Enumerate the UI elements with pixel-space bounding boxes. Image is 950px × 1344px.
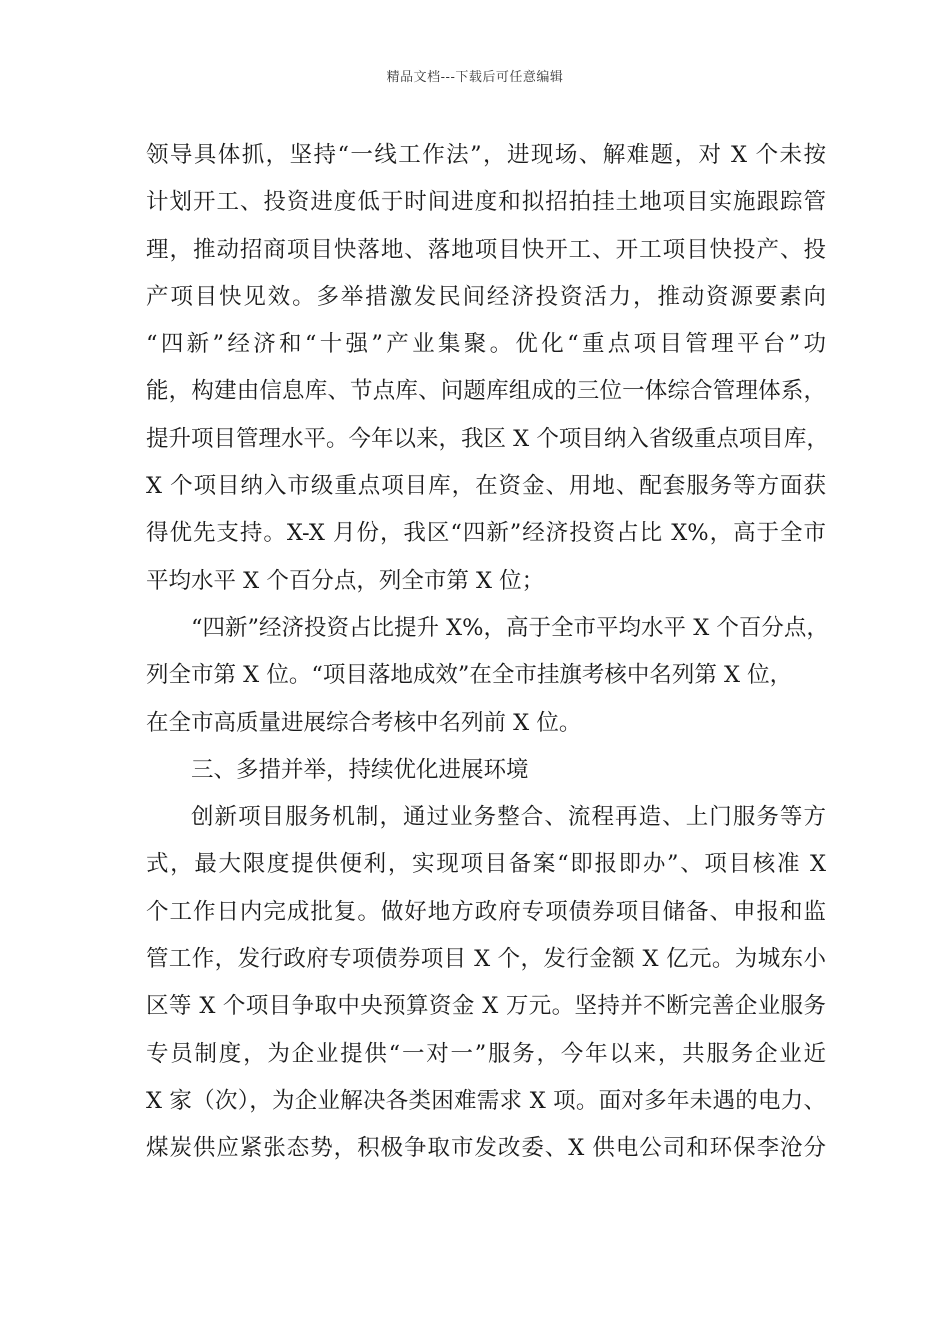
text-line: 煤炭供应紧张态势，积极争取市发改委、X 供电公司和环保李沧分 bbox=[146, 1135, 826, 1162]
text-line: 计划开工、投资进度低于时间进度和拟招拍挂土地项目实施跟踪管 bbox=[146, 189, 826, 216]
text-line: 创新项目服务机制，通过业务整合、流程再造、上门服务等方 bbox=[191, 804, 826, 831]
document-body bbox=[146, 132, 829, 1173]
text-line: 得优先支持。X-X 月份，我区“四新”经济投资占比 X%，高于全市 bbox=[146, 520, 826, 547]
text-line: 三、多措并举，持续优化进展环境 bbox=[191, 756, 529, 783]
text-line: X 个项目纳入市级重点项目库，在资金、用地、配套服务等方面获 bbox=[146, 473, 826, 500]
text-line: 区等 X 个项目争取中央预算资金 X 万元。坚持并不断完善企业服务 bbox=[146, 993, 826, 1020]
text-line: 式，最大限度提供便利，实现项目备案“即报即办”、项目核准 X bbox=[146, 851, 826, 878]
text-line: 专员制度，为企业提供“一对一”服务，今年以来，共服务企业近 bbox=[146, 1040, 826, 1067]
text-line: 管工作，发行政府专项债券项目 X 个，发行金额 X 亿元。为城东小 bbox=[146, 946, 826, 973]
text-line: 能，构建由信息库、节点库、问题库组成的三位一体综合管理体系， bbox=[146, 378, 826, 405]
text-line: 提升项目管理水平。今年以来，我区 X 个项目纳入省级重点项目库， bbox=[146, 425, 829, 452]
text-line: “四新”经济投资占比提升 X%，高于全市平均水平 X 个百分点， bbox=[191, 614, 829, 641]
text-line: 领导具体抓，坚持“一线工作法”，进现场、解难题，对 X 个未按 bbox=[146, 142, 826, 168]
text-line: 产项目快见效。多举措激发民间经济投资活力，推动资源要素向 bbox=[146, 283, 826, 310]
text-line: 在全市高质量进展综合考核中名列前 X 位。 bbox=[146, 709, 582, 736]
text-line: 平均水平 X 个百分点，列全市第 X 位； bbox=[146, 567, 545, 594]
page-header: 精品文档---下载后可任意编辑 bbox=[386, 70, 564, 85]
text-line: “四新”经济和“十强”产业集聚。优化“重点项目管理平台”功 bbox=[146, 331, 826, 358]
text-line: 列全市第 X 位。“项目落地成效”在全市挂旗考核中名列第 X 位， bbox=[146, 662, 793, 689]
text-line: 个工作日内完成批复。做好地方政府专项债券项目储备、申报和监 bbox=[146, 898, 826, 925]
text-line: X 家（次），为企业解决各类困难需求 X 项。面对多年未遇的电力、 bbox=[146, 1087, 826, 1114]
text-line: 理，推动招商项目快落地、落地项目快开工、开工项目快投产、投 bbox=[146, 236, 826, 263]
